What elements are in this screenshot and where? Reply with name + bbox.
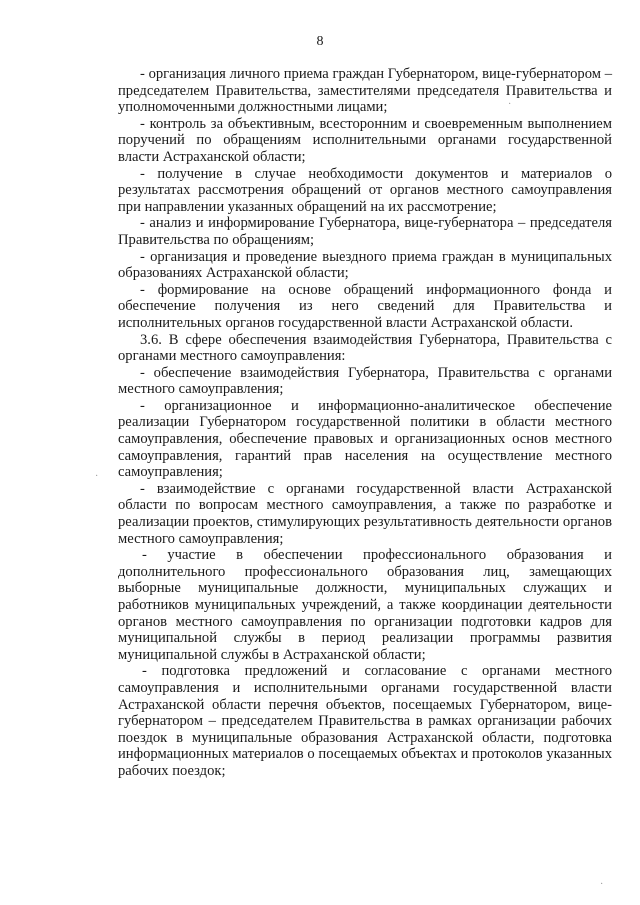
document-body <box>118 66 612 780</box>
paragraph-information-fund: - формирование на основе обращений информационного фонда и обеспечение получения из него сведений для Правительства и исполнительных органов государственной власти Астраханской области. <box>118 281 612 331</box>
page-number: 8 <box>316 34 324 49</box>
scan-speck: · <box>600 879 604 890</box>
paragraph-ensuring-interaction: - обеспечение взаимодействия Губернатора, Правительства с органами местного самоуправления; <box>118 364 612 398</box>
paragraph-preparation-proposals: - подготовка предложений и согласование с органами местного самоуправления и исполнительными органами государственной власти Астраханской области перечня объектов, посещаемых Губернатором, вице-губернатором – председателем Правительства в рамках организации рабочих поездок в муниципальные образования Астраханской области, подготовка информационных материалов о посещаемых объектах и протоколов указанных рабочих поездок; <box>118 663 612 779</box>
paragraph-field-reception: - организация и проведение выездного приема граждан в муниципальных образованиях Астраханской области; <box>118 248 612 282</box>
paragraph-control-execution: - контроль за объективным, всесторонним и своевременным выполнением поручений по обращениям исполнительными органами государственной власти Астраханской области; <box>118 115 612 165</box>
scan-speck: · <box>508 99 512 110</box>
scan-speck: · <box>95 471 99 482</box>
paragraph-analysis-informing: - анализ и информирование Губернатора, вице-губернатора – председателя Правительства по обращениям; <box>118 215 612 248</box>
paragraph-obtaining-documents: - получение в случае необходимости документов и материалов о результатах рассмотрения обращений от органов местного самоуправления при направлении указанных обращений на их рассмотрение; <box>118 165 612 215</box>
paragraph-professional-education: - участие в обеспечении профессионального образования и дополнительного профессионального образования лиц, замещающих выборные муниципальные должности, муниципальных служащих и работников муниципальных учреждений, а также координации деятельности органов местного самоуправления по организации подготовки кадров для муниципальной службы в период реализации программы развития муниципальной службы в Астраханской области; <box>118 547 612 663</box>
paragraph-personal-reception: - организация личного приема граждан Губернатором, вице-губернатором – председателем Правительства, заместителями председателя Правительства и уполномоченными должностными лицами; <box>118 66 612 116</box>
section-heading-3-6: 3.6. В сфере обеспечения взаимодействия Губернатора, Правительства с органами местного самоуправления: <box>118 331 612 365</box>
paragraph-organizational-support: - организационное и информационно-аналитическое обеспечение реализации Губернатором государственной политики в области местного самоуправления, обеспечение правовых и организационных основ местного самоуправления, гарантий прав населения на осуществление местного самоуправления; <box>118 397 612 481</box>
paragraph-interaction-state-bodies: - взаимодействие с органами государственной власти Астраханской области по вопросам местного самоуправления, а также по разработке и реализации проектов, стимулирующих результативность деятельности органов местного самоуправления; <box>118 480 612 547</box>
